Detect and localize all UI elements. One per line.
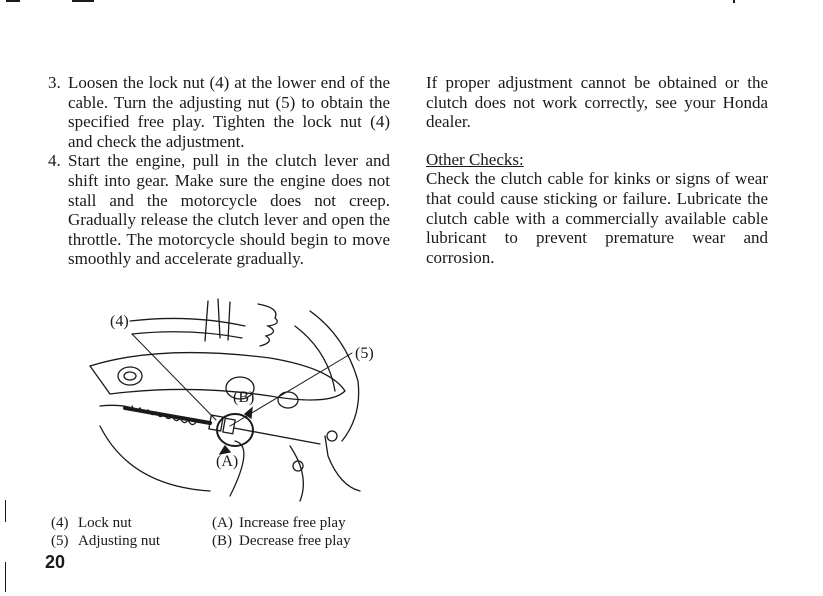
caption-label: Adjusting nut [78, 533, 161, 549]
scan-edge-mark [5, 562, 6, 592]
caption-row [212, 532, 351, 550]
caption-label: Decrease free play [239, 533, 351, 549]
lever-pivot-inner [124, 372, 136, 380]
scan-edge-mark [5, 500, 6, 522]
frame-tube-upper [130, 318, 245, 326]
crankcase-left [100, 426, 210, 491]
crankcase-right [290, 446, 303, 501]
step-number: 4. [48, 151, 61, 171]
callout-increase: (A) [216, 453, 239, 470]
caption-label: Lock nut [78, 515, 132, 531]
cover-arc [310, 311, 359, 441]
scan-edge-mark [6, 0, 20, 2]
left-column [48, 73, 390, 269]
step-text: Loosen the lock nut (4) at the lower end of the cable. Turn the adjusting nut (5) to obtain the specified free play. Tighten the lock nut (4) and check the adjustment. [68, 73, 390, 151]
figure-caption-right [212, 514, 351, 550]
caption-key: (4) [51, 515, 69, 531]
callout-adjusting-nut: (5) [355, 345, 374, 362]
caption-row [212, 514, 351, 532]
spring-coil [258, 304, 277, 346]
caption-key: (A) [212, 515, 233, 531]
right-column [426, 73, 768, 267]
figure-caption-left [51, 514, 160, 550]
frame-tube-lower [132, 332, 242, 338]
other-checks-heading: Other Checks: [426, 149, 524, 169]
page-number: 20 [45, 552, 66, 572]
lever-pivot [118, 367, 142, 385]
caption-row [51, 532, 160, 550]
cable-spring [132, 406, 196, 425]
bolt-lower [293, 461, 303, 471]
caption-key: (B) [212, 533, 232, 549]
scan-edge-mark [72, 0, 94, 2]
caption-row [51, 514, 160, 532]
clutch-cable-figure [70, 296, 390, 506]
intro-paragraph: If proper adjustment cannot be obtained or the clutch does not work correctly, see your Honda dealer. [426, 73, 768, 132]
scan-edge-mark [733, 0, 735, 3]
cable-end-bolt [327, 431, 337, 441]
other-checks-paragraph: Check the clutch cable for kinks or signs of wear that could cause sticking or failure. Lubricate the clutch cable with a commercially available cable lubricant to prevent premature wear and corrosion. [426, 169, 768, 267]
bolt-head [278, 392, 298, 408]
caption-key: (5) [51, 533, 69, 549]
step-3 [48, 73, 390, 151]
callout-decrease: (B) [233, 389, 255, 406]
step-number: 3. [48, 73, 61, 92]
lower-bracket [325, 436, 360, 491]
leader-line-lock-nut [132, 334, 216, 420]
adjusting-nut [223, 418, 235, 434]
cover-inner-arc [295, 326, 335, 391]
lever-body [90, 353, 345, 400]
step-text: Start the engine, pull in the clutch lever and shift into gear. Make sure the engine does not stall and the motorcycle does not creep. Gradually release the clutch lever and open the throttle. The motorcycle should begin to move smoothly and accelerate gradually. [68, 151, 390, 269]
callout-lock-nut: (4) [110, 313, 129, 330]
step-4 [48, 151, 390, 269]
caption-label: Increase free play [239, 515, 346, 531]
